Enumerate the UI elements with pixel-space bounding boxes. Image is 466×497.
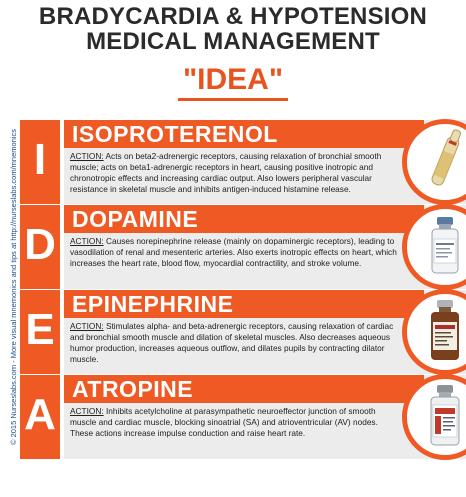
drug-panel [64, 290, 466, 374]
drug-row-atropine [20, 375, 466, 459]
action-text: Acts on beta2-adrenergic receptors, causing relaxation of bronchial smooth muscle; acts on beta1-adrenergic receptors in heart, causing positive inotropic and chronotropic effects and increasing cardiac output. Also lowers peripheral vascular resistance in skeletal muscle and inhibits antigen-induced histamine release. [70, 151, 382, 194]
drug-action [70, 321, 398, 365]
mnemonic-letter: A [24, 390, 56, 439]
drug-image-circle [402, 119, 466, 205]
ampule-icon [407, 124, 466, 200]
mnemonic-letter: D [24, 220, 56, 269]
drug-name-band [64, 205, 424, 233]
mnemonic-heading: "IDEA" [182, 63, 284, 96]
vial-icon [407, 209, 466, 285]
page-title [0, 4, 466, 54]
letter-column [20, 290, 60, 374]
labeled-vial-icon [407, 379, 466, 455]
drug-action [70, 151, 398, 195]
drug-row-dopamine [20, 205, 466, 289]
title-line-2: MEDICAL MANAGEMENT [86, 28, 380, 55]
action-text: Stimulates alpha- and beta-adrenergic receptors, causing relaxation of cardiac and bronchial smooth muscle and dilation of skeletal muscles. Also decreases aqueous humor production, increases aqueous outflow, and dilates pupils by contracting dilator muscle. [70, 321, 394, 364]
drug-name: ISOPROTERENOL [72, 121, 278, 147]
drug-panel [64, 205, 466, 289]
drug-name: ATROPINE [72, 376, 194, 402]
mnemonic-letter: I [33, 135, 47, 184]
drug-name-band [64, 290, 424, 318]
side-credit: © 2015 Nurseslabs.com - More visual mnemonics and tips at http://nurseslabs.com/mnemonics [9, 128, 18, 446]
drug-name-band [64, 120, 424, 148]
letter-column [20, 375, 60, 459]
drug-name: EPINEPHRINE [72, 291, 234, 317]
drug-action [70, 236, 398, 269]
action-text: Inhibits acetylcholine at parasympathetic neuroeffector junction of smooth muscle and cardiac muscle, blocking sinoatrial (SA) and atrioventricular (AV) nodes. These actions increase impulse conduction and raise heart rate. [70, 406, 378, 438]
drug-row-isoproterenol [20, 120, 466, 204]
mnemonic-letter: E [25, 305, 55, 354]
action-label: ACTION: [70, 236, 104, 246]
drug-action [70, 406, 398, 439]
mnemonic-underline [178, 98, 288, 101]
drug-name-band [64, 375, 424, 403]
drug-row-epinephrine [20, 290, 466, 374]
drug-name: DOPAMINE [72, 206, 199, 232]
action-label: ACTION: [70, 406, 104, 416]
drug-image-circle [402, 289, 466, 375]
title-line-1: BRADYCARDIA & HYPOTENSION [38, 3, 428, 30]
amber-vial-icon [407, 294, 466, 370]
letter-column [20, 120, 60, 204]
drug-panel [64, 375, 466, 459]
letter-column [20, 205, 60, 289]
drug-image-circle [402, 374, 466, 460]
action-label: ACTION: [70, 321, 104, 331]
action-text: Causes norepinephrine release (mainly on dopaminergic receptors), leading to vasodilation of renal and mesenteric arteries. Also exerts inotropic effects on heart, which increases the heart rate, blood flow, myocardial contractility, and stroke volume. [70, 236, 397, 268]
drug-image-circle [402, 204, 466, 290]
drug-panel [64, 120, 466, 204]
action-label: ACTION: [70, 151, 104, 161]
